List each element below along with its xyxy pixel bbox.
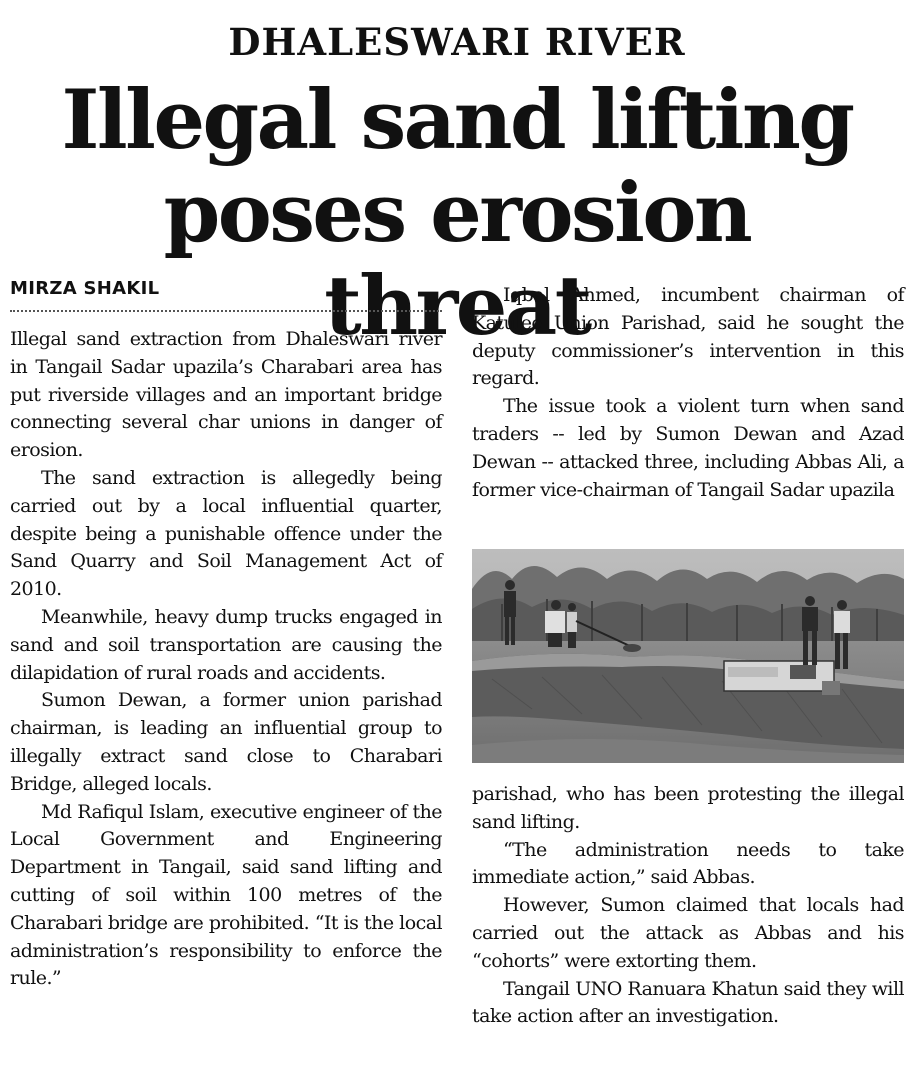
paragraph: Md Rafiqul Islam, executive engineer of the Local Government and Engineering Department in Tangail, said sand lifting and cutting of soil within 100 metres of the Charabari bridge are prohibited. “It is the local administration’s responsibility to enforce the rule.”: [10, 800, 442, 990]
headline-line-2: poses erosion threat: [163, 166, 751, 354]
right-column-top: [472, 282, 904, 504]
byline-dotted-divider: [10, 310, 442, 312]
paragraph: Meanwhile, heavy dump trucks engaged in sand and soil transportation are causing the dilapidation of rural roads and accidents.: [10, 605, 442, 684]
paragraph: Sumon Dewan, a former union parishad chairman, is leading an influential group to illegally extract sand close to Charabari Bridge, alleged locals.: [10, 689, 442, 795]
paragraph: The issue took a violent turn when sand traders -- led by Sumon Dewan and Azad Dewan -- attacked three, including Abbas Ali, a former vice-chairman of Tangail Sadar upazila: [472, 395, 904, 501]
left-column: [10, 326, 442, 993]
paragraph: The sand extraction is allegedly being carried out by a local influential quarter, despite being a punishable offence under the Sand Quarry and Soil Management Act of 2010.: [10, 466, 442, 601]
right-column-bottom: [472, 781, 904, 1031]
news-photo: [472, 549, 904, 763]
byline: MIRZA SHAKIL: [10, 278, 160, 299]
dump-truck-figure: [724, 661, 840, 695]
paragraph: However, Sumon claimed that locals had carried out the attack as Abbas and his “cohorts” were extorting them.: [472, 894, 904, 972]
paragraph: “The administration needs to take immediate action,” said Abbas.: [472, 838, 904, 889]
headline-line-1: Illegal sand lifting: [61, 73, 853, 168]
paragraph: Iqbal Ahmed, incumbent chairman of Katulee Union Parishad, said he sought the deputy commissioner’s intervention in this regard.: [472, 284, 904, 390]
sand-lifting-photo-illustration: [472, 549, 904, 763]
article-kicker: DHALESWARI RIVER: [228, 20, 686, 64]
paragraph: Tangail UNO Ranuara Khatun said they will take action after an investigation.: [472, 977, 904, 1028]
paragraph: parishad, who has been protesting the illegal sand lifting.: [472, 783, 904, 833]
paragraph: Illegal sand extraction from Dhaleswari river in Tangail Sadar upazila’s Charabari area has put riverside villages and an important bridge connecting several char unions in danger of erosion.: [10, 328, 442, 462]
